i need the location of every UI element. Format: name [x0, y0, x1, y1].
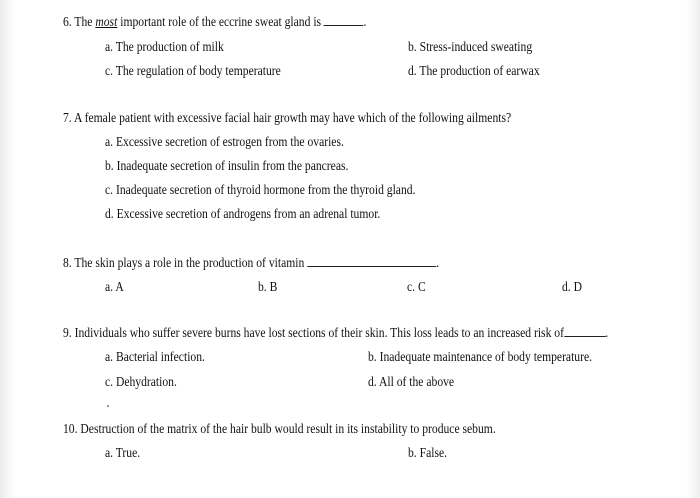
question-7-stem — [63, 110, 511, 126]
question-7-number: 7. — [63, 110, 72, 125]
question-8-option-c: c. C — [407, 279, 426, 294]
question-6-option-c: c. The regulation of body temperature — [105, 63, 281, 78]
question-8-period: . — [436, 255, 440, 270]
question-6-emphasis: most — [95, 14, 118, 29]
question-10-stem — [63, 421, 496, 437]
question-9-option-a: a. Bacterial infection. — [105, 349, 205, 364]
question-8-text: The skin plays a role in the production of vitamin — [74, 255, 305, 270]
question-8-option-a: a. A — [105, 279, 124, 294]
page-right-shadow — [686, 0, 700, 498]
question-9-blank — [564, 325, 605, 337]
question-6-period: . — [363, 14, 367, 29]
question-6-blank — [324, 14, 364, 26]
question-8-option-b: b. B — [258, 279, 278, 294]
question-10-number: 10. — [63, 421, 78, 436]
question-7-text: A female patient with excessive facial hair growth may have which of the following ailments? — [73, 110, 512, 125]
question-6-text-post: important role of the eccrine sweat gland is — [120, 14, 322, 29]
question-7-option-c: c. Inadequate secretion of thyroid hormone from the thyroid gland. — [105, 182, 416, 197]
question-7-option-b: b. Inadequate secretion of insulin from the pancreas. — [105, 158, 349, 173]
question-10-text: Destruction of the matrix of the hair bulb would result in its instability to produce sebum. — [80, 421, 496, 436]
question-6-number: 6. — [63, 14, 72, 29]
question-10-option-b: b. False. — [408, 445, 448, 460]
question-6-option-d: d. The production of earwax — [408, 63, 540, 78]
question-6-stem — [63, 14, 366, 30]
question-8-option-d: d. D — [562, 279, 582, 294]
question-9-option-d: d. All of the above — [368, 374, 455, 389]
question-8-blank — [307, 255, 436, 267]
question-9-number: 9. — [63, 325, 72, 340]
question-8-stem — [63, 255, 439, 271]
question-8-number: 8. — [63, 255, 72, 270]
question-7-option-d: d. Excessive secretion of androgens from an adrenal tumor. — [105, 206, 381, 221]
question-7-option-a: a. Excessive secretion of estrogen from the ovaries. — [105, 134, 344, 149]
stray-mark — [107, 405, 109, 407]
question-9-text: Individuals who suffer severe burns have lost sections of their skin. This loss leads to an increased risk of — [74, 325, 564, 340]
cut-off-next-line — [95, 493, 295, 498]
question-9-stem — [63, 325, 608, 341]
question-6-option-a: a. The production of milk — [105, 39, 224, 54]
question-10-option-a: a. True. — [105, 445, 141, 460]
question-9-option-b: b. Inadequate maintenance of body temperature. — [368, 349, 593, 364]
question-9-option-c: c. Dehydration. — [105, 374, 177, 389]
question-6-option-b: b. Stress-induced sweating — [408, 39, 533, 54]
page-left-shadow — [0, 0, 18, 498]
question-9-period: . — [605, 325, 609, 340]
question-6-text-pre: The — [74, 14, 93, 29]
